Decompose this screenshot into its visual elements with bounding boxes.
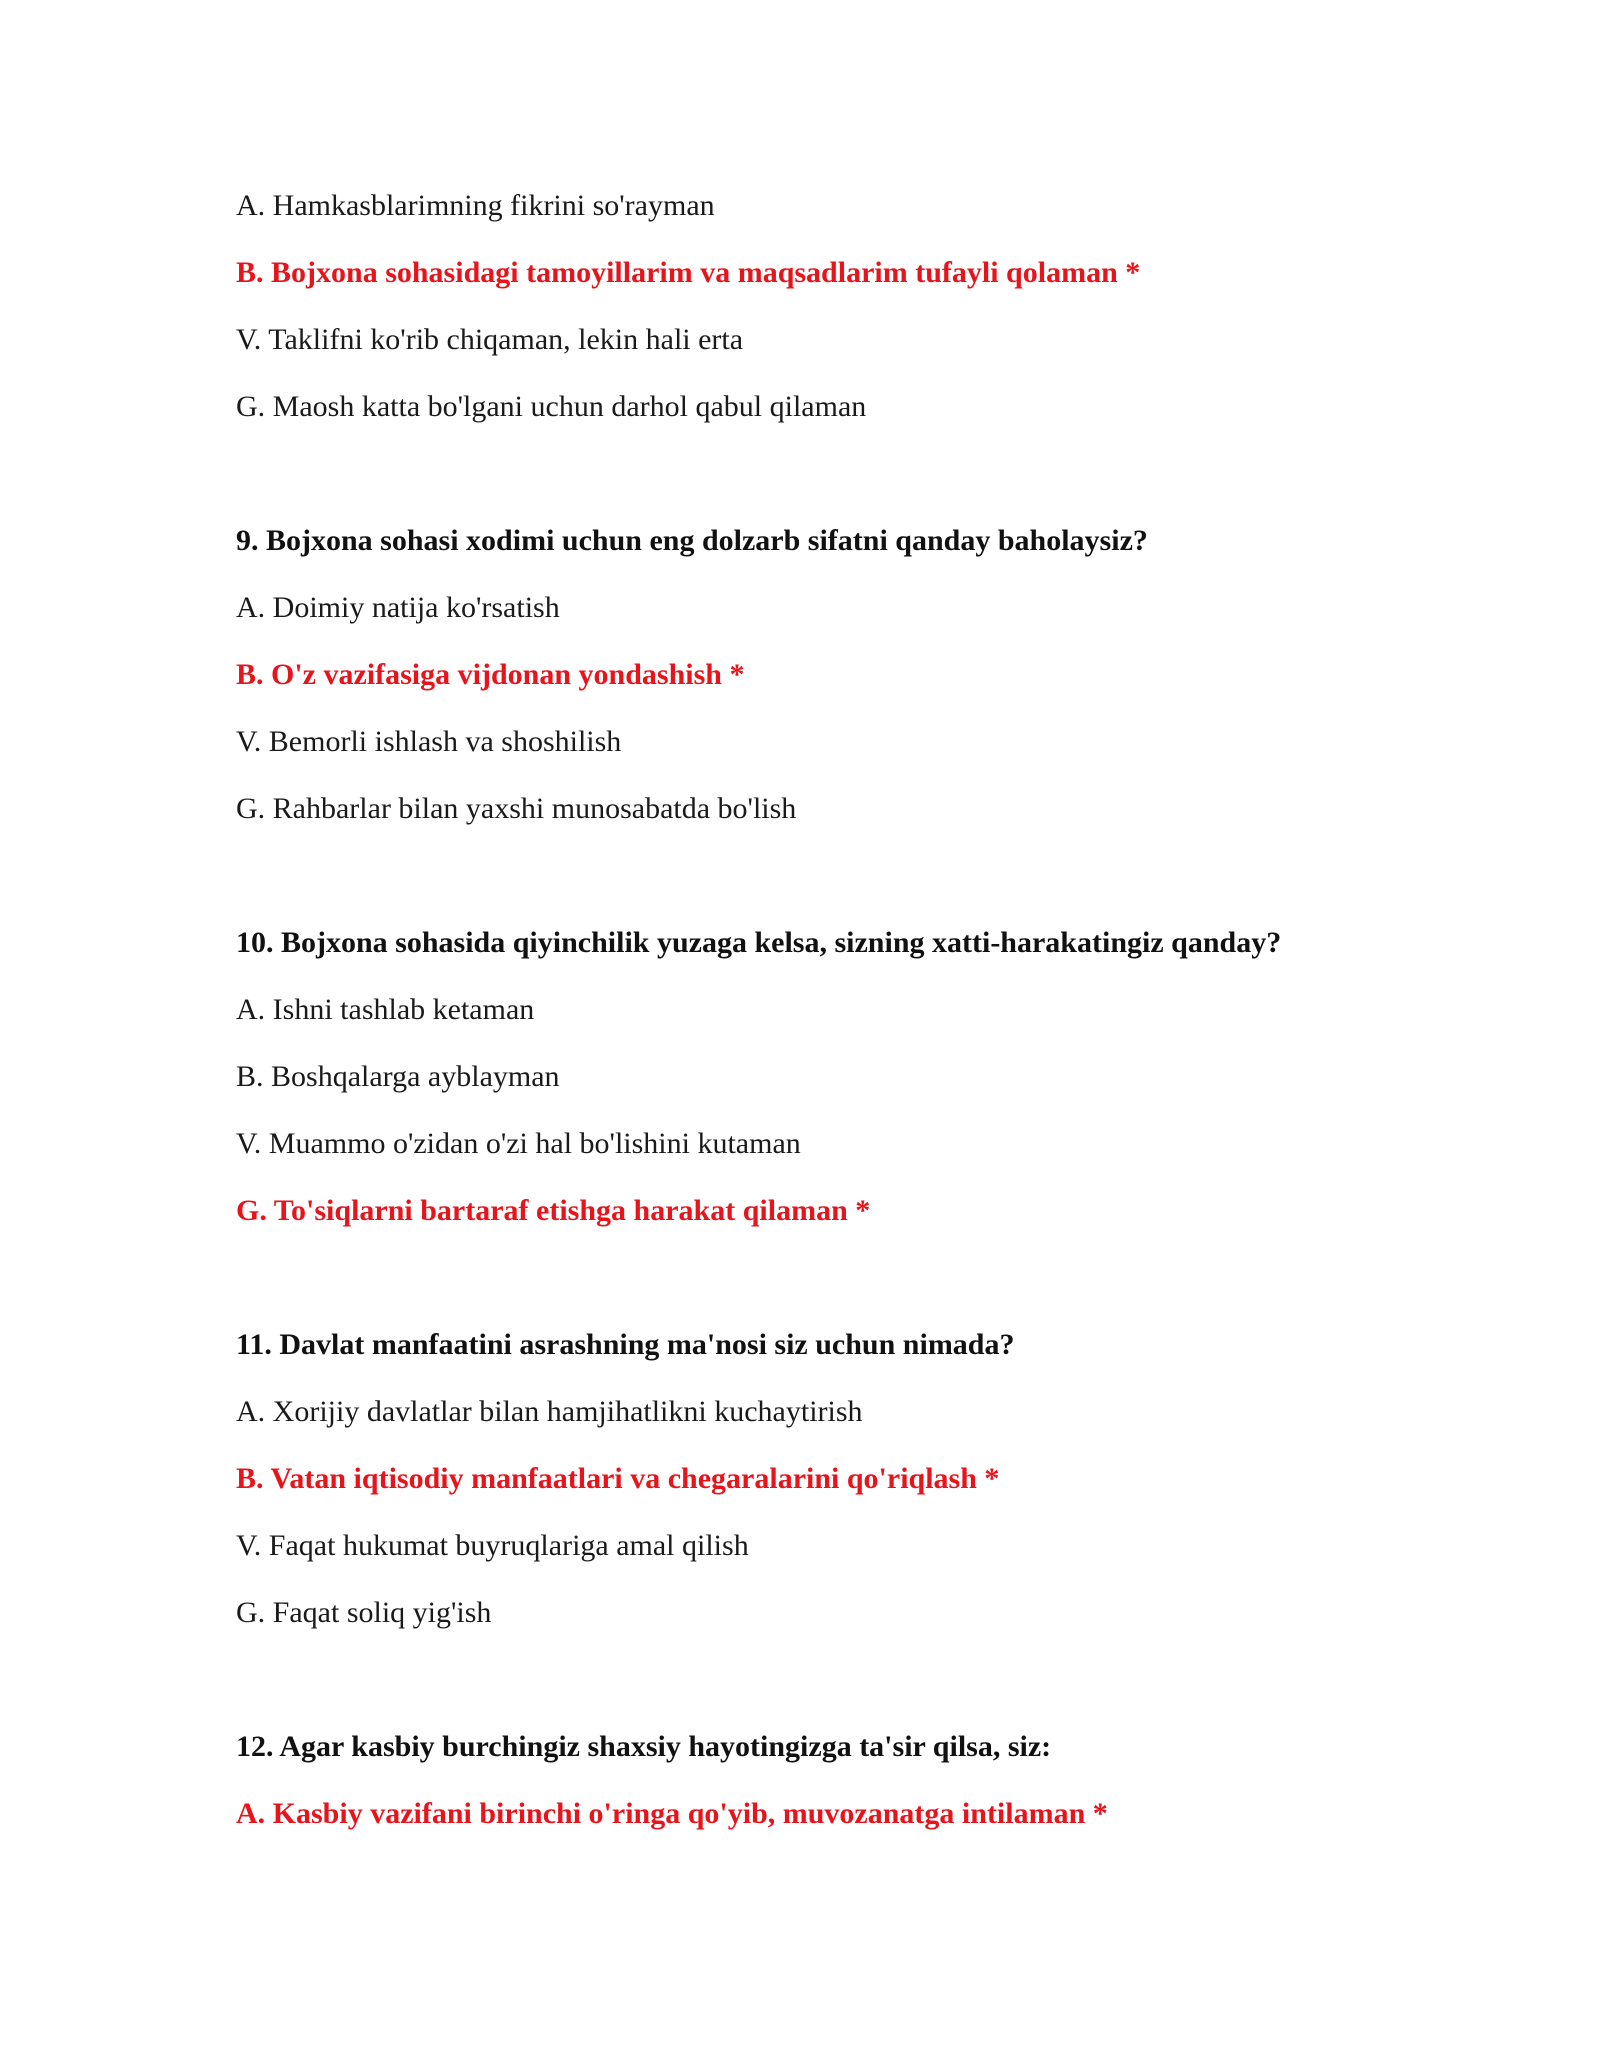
q9-question: 9. Bojxona sohasi xodimi uchun eng dolzarb sifatni qanday baholaysiz? [236,524,1148,557]
q10-option-v: V. Muammo o'zidan o'zi hal bo'lishini kutaman [236,1127,801,1160]
q8-option-b-correct: B. Bojxona sohasidagi tamoyillarim va maqsadlarim tufayli qolaman * [236,256,1141,289]
q8-option-g: G. Maosh katta bo'lgani uchun darhol qabul qilaman [236,390,867,423]
q12-question: 12. Agar kasbiy burchingiz shaxsiy hayotingizga ta'sir qilsa, siz: [236,1730,1052,1763]
q10-option-g-correct: G. To'siqlarni bartaraf etishga harakat qilaman * [236,1194,871,1227]
q9-option-a: A. Doimiy natija ko'rsatish [236,591,560,624]
q11-question: 11. Davlat manfaatini asrashning ma'nosi siz uchun nimada? [236,1328,1015,1361]
q10-option-a: A. Ishni tashlab ketaman [236,993,535,1026]
q10-option-b: B. Boshqalarga ayblayman [236,1060,560,1093]
q10-question: 10. Bojxona sohasida qiyinchilik yuzaga kelsa, sizning xatti-harakatingiz qanday? [236,926,1282,959]
q11-option-g: G. Faqat soliq yig'ish [236,1596,492,1629]
q9-option-g: G. Rahbarlar bilan yaxshi munosabatda bo'lish [236,792,797,825]
q12-option-a-correct: A. Kasbiy vazifani birinchi o'ringa qo'yib, muvozanatga intilaman * [236,1797,1108,1830]
q9-option-b-correct: B. O'z vazifasiga vijdonan yondashish * [236,658,745,691]
q9-option-v: V. Bemorli ishlash va shoshilish [236,725,622,758]
q8-option-a: A. Hamkasblarimning fikrini so'rayman [236,189,715,222]
q11-option-v: V. Faqat hukumat buyruqlariga amal qilish [236,1529,749,1562]
q8-option-v: V. Taklifni ko'rib chiqaman, lekin hali erta [236,323,744,356]
q11-option-b-correct: B. Vatan iqtisodiy manfaatlari va chegaralarini qo'riqlash * [236,1462,1000,1495]
q11-option-a: A. Xorijiy davlatlar bilan hamjihatlikni kuchaytirish [236,1395,863,1428]
